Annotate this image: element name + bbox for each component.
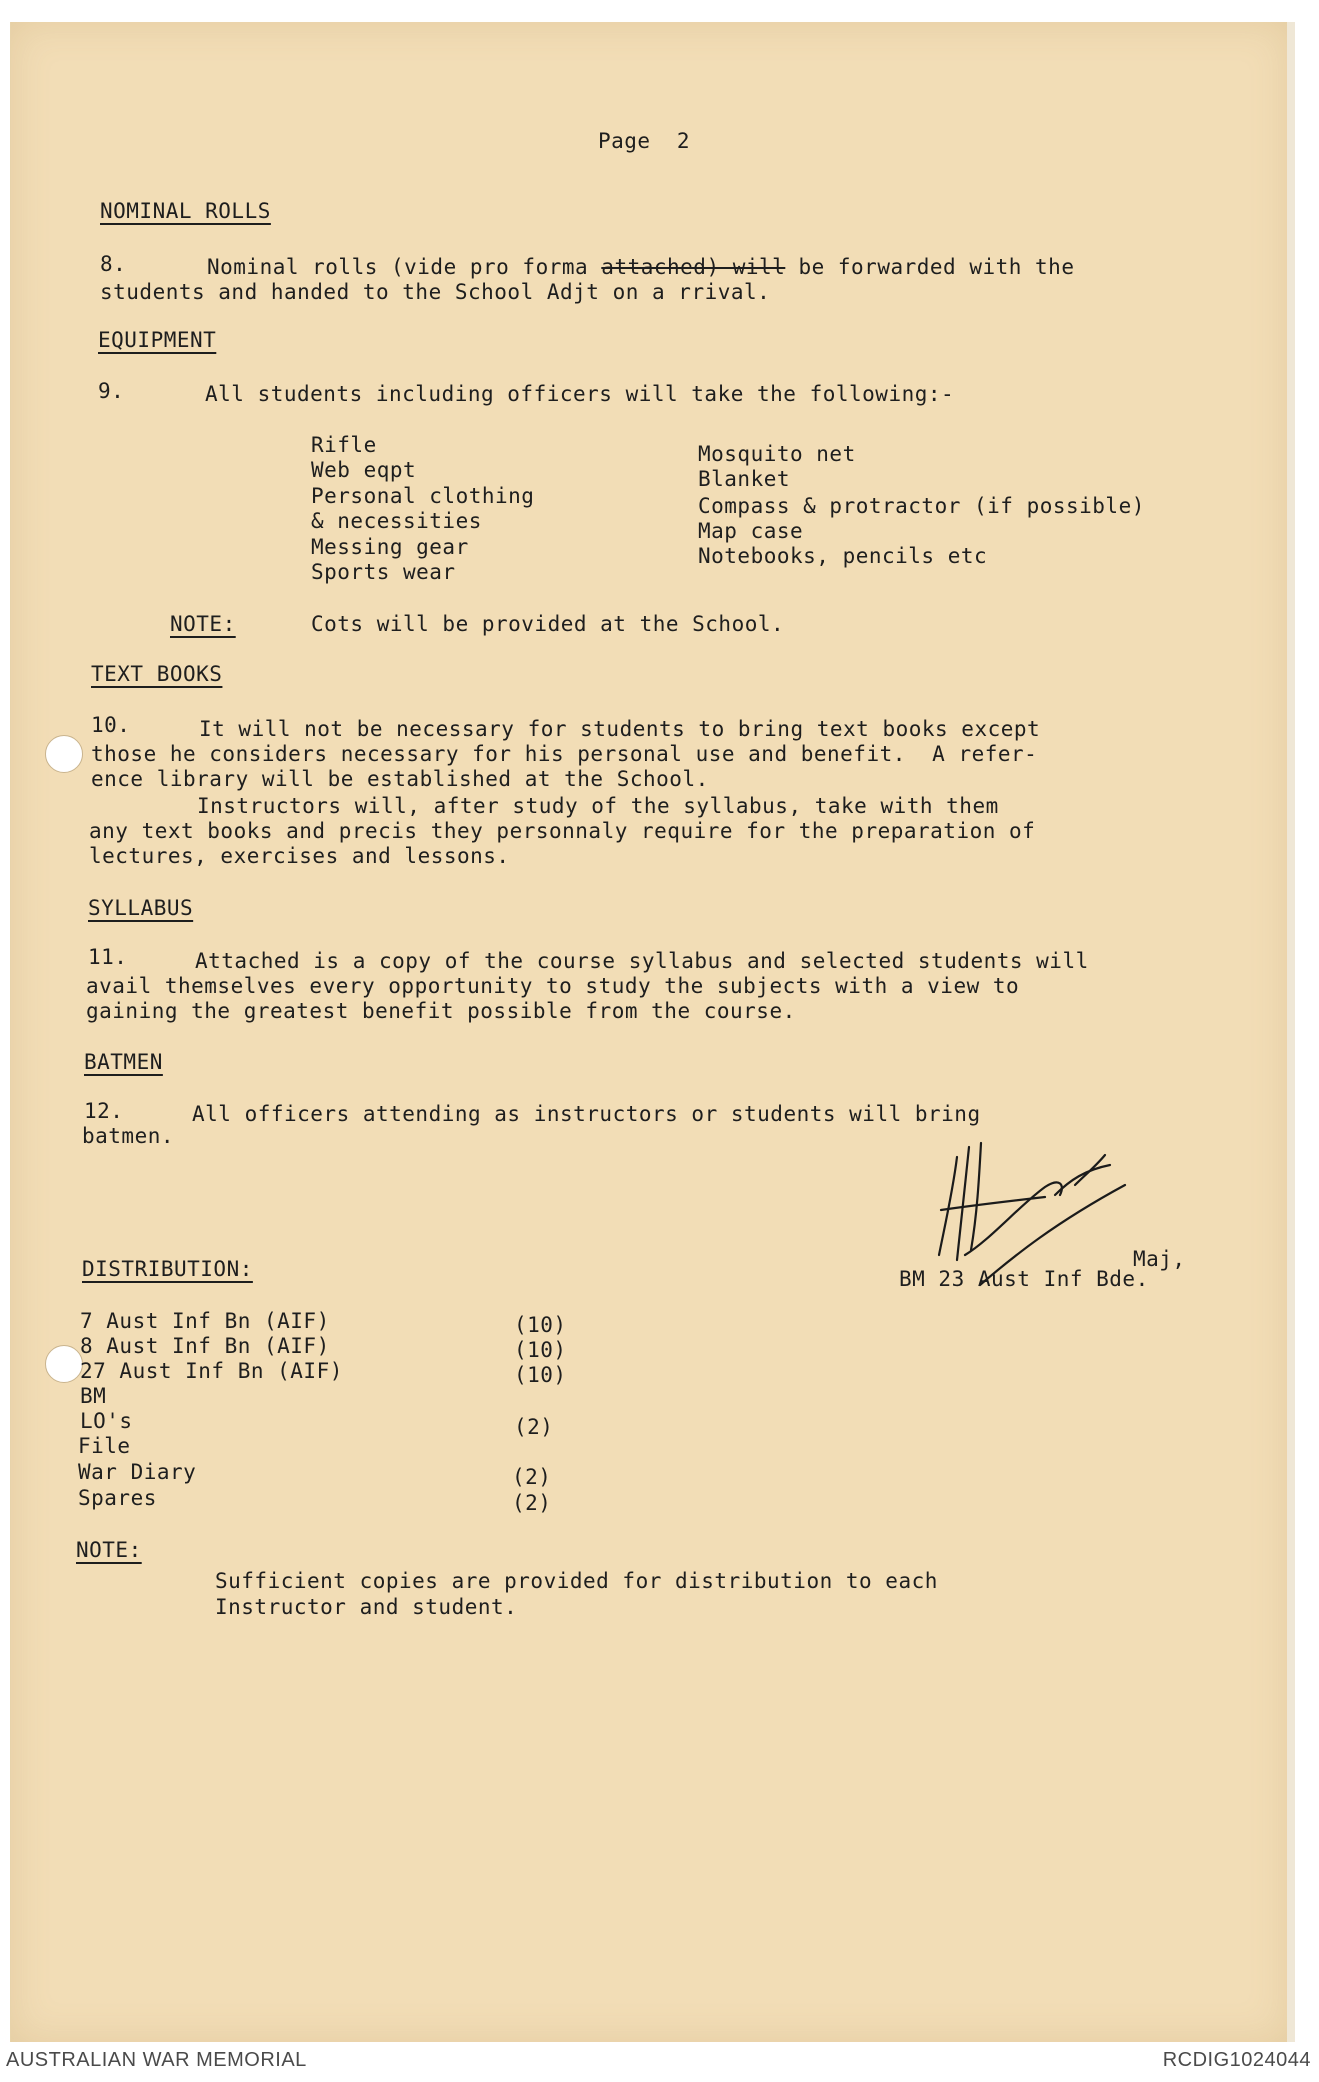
distribution-copies: (10)	[514, 1313, 567, 1337]
heading-nominal-rolls: NOMINAL ROLLS	[100, 199, 271, 223]
distribution-copies: (10)	[514, 1363, 567, 1387]
para-12-line: All officers attending as instructors or students will bring	[192, 1102, 981, 1126]
para-number-8: 8.	[100, 252, 127, 276]
heading-text-books: TEXT BOOKS	[91, 662, 223, 686]
document-page	[10, 22, 1289, 2042]
struck-text: attached) will	[601, 255, 786, 279]
para-11-line: gaining the greatest benefit possible from the course.	[86, 999, 796, 1023]
para-8-line-2: students and handed to the School Adjt on a rrival.	[100, 280, 771, 304]
equipment-item: Rifle	[311, 433, 377, 457]
page-number: Page 2	[598, 129, 691, 153]
footer-institution: AUSTRALIAN WAR MEMORIAL	[6, 2049, 307, 2071]
para-number-12: 12.	[84, 1099, 124, 1123]
distribution-name: BM	[80, 1384, 107, 1408]
heading-equipment: EQUIPMENT	[98, 328, 217, 352]
equipment-item: Notebooks, pencils etc	[698, 544, 988, 568]
para-10-line: lectures, exercises and lessons.	[89, 844, 510, 868]
para-number-10: 10.	[91, 713, 131, 737]
para-10-line: It will not be necessary for students to bring text books except	[199, 717, 1041, 741]
note-line-distribution: Sufficient copies are provided for distribution to each	[215, 1569, 938, 1593]
signatory-rank: Maj,	[1133, 1247, 1186, 1271]
para-10-line: ence library will be established at the School.	[91, 767, 709, 791]
distribution-name: Spares	[78, 1486, 157, 1510]
heading-batmen: BATMEN	[84, 1050, 163, 1074]
distribution-name: 8 Aust Inf Bn (AIF)	[80, 1334, 330, 1358]
distribution-name: 27 Aust Inf Bn (AIF)	[80, 1359, 343, 1383]
equipment-item: Web eqpt	[311, 458, 417, 482]
equipment-item: Messing gear	[311, 535, 469, 559]
equipment-item: Mosquito net	[698, 442, 856, 466]
para-10-line: those he considers necessary for his personal use and benefit. A refer-	[91, 742, 1038, 766]
para-number-9: 9.	[98, 379, 125, 403]
para-8-line-1: Nominal rolls (vide pro forma attached) will be forwarded with the	[207, 255, 1075, 279]
distribution-name: War Diary	[78, 1460, 197, 1484]
para-10-line: any text books and precis they personnaly require for the preparation of	[89, 819, 1036, 843]
punch-hole-top	[45, 735, 83, 773]
para-9-intro: All students including officers will take the following:-	[205, 382, 955, 406]
equipment-item: Map case	[698, 519, 804, 543]
equipment-item: Sports wear	[311, 560, 456, 584]
heading-distribution: DISTRIBUTION:	[82, 1257, 253, 1281]
distribution-name: LO's	[80, 1409, 133, 1433]
para-number-11: 11.	[88, 945, 128, 969]
distribution-copies: (2)	[514, 1415, 554, 1439]
signatory-appointment: BM 23 Aust Inf Bde.	[899, 1267, 1149, 1291]
para-11-line: avail themselves every opportunity to study the subjects with a view to	[86, 974, 1020, 998]
footer-record-id: RCDIG1024044	[1162, 2049, 1311, 2071]
para-10-line: Instructors will, after study of the syllabus, take with them	[197, 794, 999, 818]
heading-syllabus: SYLLABUS	[88, 896, 194, 920]
distribution-copies: (2)	[512, 1465, 552, 1489]
distribution-name: File	[78, 1434, 131, 1458]
para-12-line: batmen.	[82, 1124, 175, 1148]
note-text-equipment: Cots will be provided at the School.	[311, 612, 785, 636]
equipment-item: Blanket	[698, 467, 791, 491]
distribution-name: 7 Aust Inf Bn (AIF)	[80, 1309, 330, 1333]
distribution-copies: (10)	[514, 1338, 567, 1362]
equipment-item: Compass & protractor (if possible)	[698, 494, 1145, 518]
equipment-item: & necessities	[311, 509, 482, 533]
equipment-item: Personal clothing	[311, 484, 535, 508]
note-label-distribution: NOTE:	[76, 1538, 142, 1562]
para-11-line: Attached is a copy of the course syllabus and selected students will	[195, 949, 1089, 973]
punch-hole-bottom	[45, 1345, 83, 1383]
page-edge	[1287, 22, 1295, 2042]
note-label-equipment: NOTE:	[170, 612, 236, 636]
note-line-distribution: Instructor and student.	[215, 1595, 518, 1619]
distribution-copies: (2)	[512, 1491, 552, 1515]
